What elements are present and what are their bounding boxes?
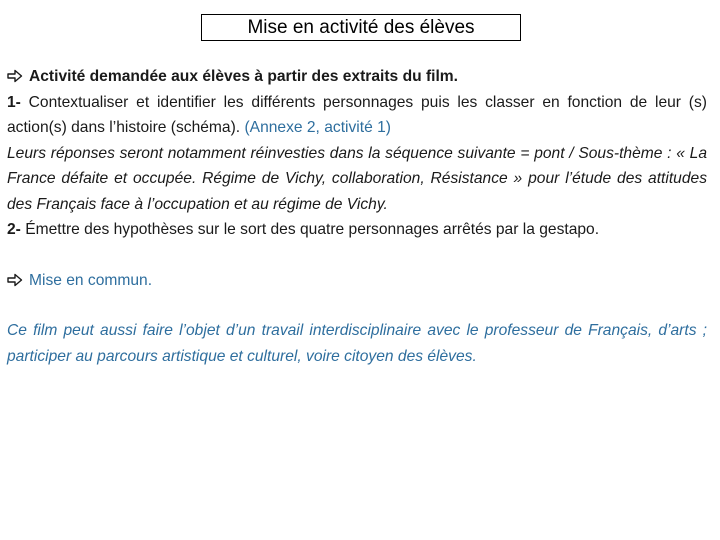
main-content: [7, 64, 707, 369]
arrow-right-outline-icon: [7, 273, 23, 287]
item-2-number: 2-: [7, 221, 21, 238]
activity-item-1: [7, 90, 707, 141]
page-title: Mise en activité des élèves: [201, 14, 521, 41]
pooling-heading: [7, 268, 707, 294]
activity-note: Leurs réponses seront notamment réinvesties dans la séquence suivante = pont / Sous-thème : « La France défaite et occupée. Régime de Vichy, collaboration, Résistance » pour l’étude des attitudes des Français face à l’occupation et au régime de Vichy.: [7, 144, 707, 213]
activity-item-2: [7, 217, 707, 243]
item-2-text: Émettre des hypothèses sur le sort des quatre personnages arrêtés par la gestapo.: [25, 221, 600, 238]
closing-paragraph: Ce film peut aussi faire l’objet d’un travail interdisciplinaire avec le professeur de Français, d’arts ; participer au parcours artistique et culturel, voire citoyen des élèves.: [7, 322, 707, 365]
item-1-text: Contextualiser et identifier les différents personnages puis les classer en fonction de leur (s) action(s) dans l’histoire (schéma).: [7, 93, 707, 136]
item-1-number: 1-: [7, 93, 21, 111]
activity-heading: [7, 64, 707, 90]
activity-heading-text: Activité demandée aux élèves à partir des extraits du film.: [29, 68, 459, 85]
item-1-reference: (Annexe 2, activité 1): [244, 119, 391, 136]
arrow-right-outline-icon: [7, 69, 23, 83]
pooling-heading-text: Mise en commun.: [29, 271, 153, 289]
